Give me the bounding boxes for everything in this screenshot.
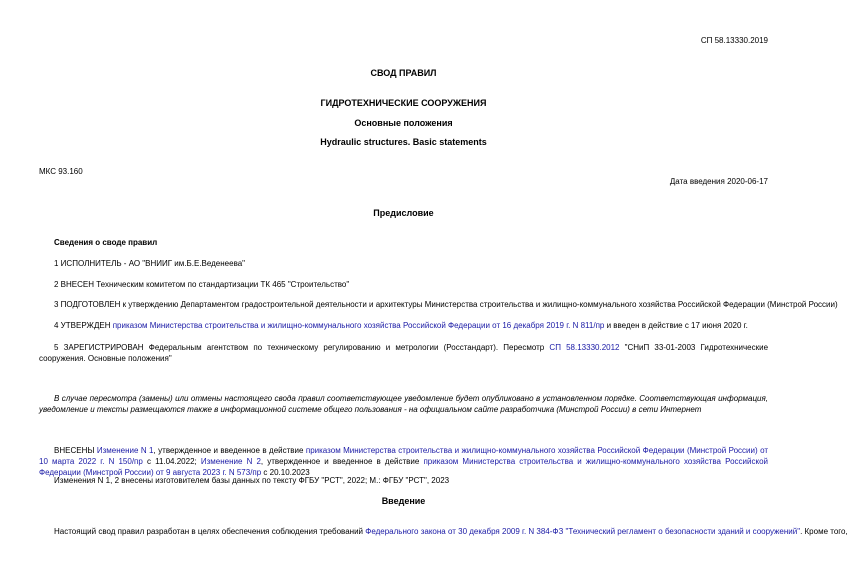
mks-code: МКС 93.160 [39,167,83,176]
introduction-heading: Введение [381,496,426,506]
amendments-text-3: , утвержденное и введенное в действие [260,457,424,466]
preface-item-1: 1 ИСПОЛНИТЕЛЬ - АО "ВНИИГ им.Б.Е.Веденеева" [54,259,246,268]
preface-heading: Предисловие [373,208,434,218]
amendments-paragraph [39,445,768,478]
introduction-text-2: . Кроме того, [800,527,848,536]
introduction-paragraph [54,527,848,536]
order-811-link[interactable]: приказом Министерства строительства и жилищно-коммунального хозяйства Российской Федерации от 16 декабря 2019 г. N 811/пр [112,321,605,330]
preface-item-5 [39,342,768,364]
preface-item-2: 2 ВНЕСЕН Техническим комитетом по стандартизации ТК 465 "Строительство" [54,280,350,289]
introduction-text-1: Настоящий свод правил разработан в целях обеспечения соблюдения требований [54,527,366,536]
review-note: В случае пересмотра (замены) или отмены настоящего свода правил соответствующее уведомление будет опубликовано в установленном порядке. Соответствующая информация, уведомление и тексты размещаются также в информационной системе общего пользования - на официальном сайте разработчика (Минстрой России) в сети Интернет [39,394,768,414]
federal-law-384-link[interactable]: Федерального закона от 30 декабря 2009 г. N 384-ФЗ "Технический регламент о безопасности зданий и сооружений" [365,527,801,536]
item5-suffix: "СНиП 33-01-2003 Гидротехнические сооружения. Основные положения" [39,343,769,363]
document-title: ГИДРОТЕХНИЧЕСКИЕ СООРУЖЕНИЯ [320,98,487,108]
order-150-link[interactable]: приказом Министерства строительства и жилищно-коммунального хозяйства Российской Федерации (Минстрой России) от 10 марта 2022 г. N 150/пр [39,446,769,466]
item4-prefix: 4 УТВЕРЖДЕН [54,321,113,330]
document-subtitle-en: Hydraulic structures. Basic statements [320,137,487,147]
amendments-text-1: , утвержденное и введенное в действие [153,446,306,455]
change-2-link[interactable]: Изменение N 2 [200,457,261,466]
intro-date: Дата введения 2020-06-17 [669,177,768,186]
item4-suffix: и введен в действие с 17 июня 2020 г. [604,321,748,330]
preface-item-3: 3 ПОДГОТОВЛЕН к утверждению Департаментом градостроительной деятельности и архитектуры Министерства строительства и жилищно-коммунального хозяйства Российской Федерации (Минстрой России) [54,300,838,309]
preface-item-4 [54,321,748,330]
document-type-title: СВОД ПРАВИЛ [370,68,437,78]
document-code: СП 58.13330.2019 [700,36,768,45]
amendments-text-4: с 20.10.2023 [261,468,310,477]
sp-2012-link[interactable]: СП 58.13330.2012 [549,343,620,352]
change-1-link[interactable]: Изменение N 1 [96,446,154,455]
amendments-note: Изменения N 1, 2 внесены изготовителем базы данных по тексту ФГБУ "РСТ", 2022; М.: ФГБУ "РСТ", 2023 [54,476,450,485]
info-heading: Сведения о своде правил [54,238,158,247]
document-subtitle-ru: Основные положения [354,118,453,128]
amendments-text-2: с 11.04.2022; [142,457,201,466]
amendments-label: ВНЕСЕНЫ [54,446,97,455]
order-573-link[interactable]: приказом Министерства строительства и жилищно-коммунального хозяйства Российской Федерации (Минстрой России) от 9 августа 2023 г. N 573/пр [39,457,768,477]
item5-prefix: 5 ЗАРЕГИСТРИРОВАН Федеральным агентством по техническому регулированию и метрологии (Росстандарт). Пересмотр [54,343,550,352]
